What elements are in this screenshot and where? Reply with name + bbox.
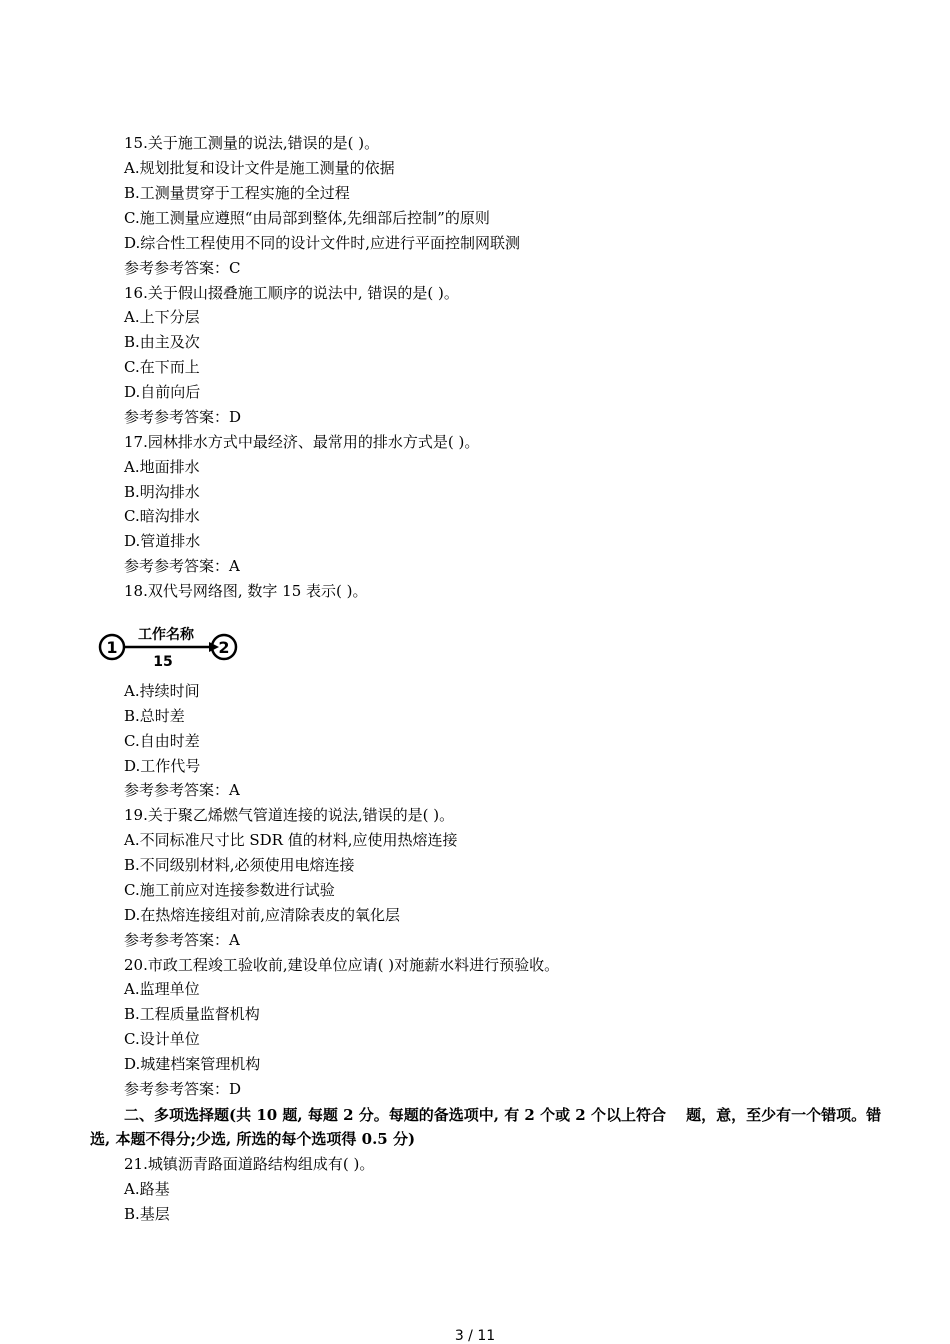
question-20-option-b: B.工程质量监督机构 (124, 1005, 260, 1023)
network-diagram (97, 622, 242, 670)
activity-duration-label: 15 (153, 654, 173, 670)
question-17-option-d: D.管道排水 (124, 532, 201, 550)
question-19-answer: 参考参考答案：A (124, 931, 240, 949)
question-21-stem: 21.城镇沥青路面道路结构组成有( )。 (124, 1155, 375, 1173)
question-16-answer: 参考参考答案：D (124, 408, 242, 426)
question-15-option-a: A.规划批复和设计文件是施工测量的依据 (124, 159, 395, 177)
question-20-answer: 参考参考答案：D (124, 1080, 242, 1098)
question-16-option-b: B.由主及次 (124, 333, 200, 351)
question-19-option-d: D.在热熔连接组对前,应清除表皮的氧化层 (124, 906, 401, 924)
question-18-option-d: D.工作代号 (124, 757, 201, 775)
question-17-option-a: A.地面排水 (124, 458, 200, 476)
start-node-label: 1 (106, 638, 118, 657)
question-16-option-a: A.上下分层 (124, 308, 200, 326)
question-21-option-b: B.基层 (124, 1205, 170, 1223)
question-16-option-d: D.自前向后 (124, 383, 201, 401)
section-heading-multiple-choice: 二、多项选择题(共 10 题, 每题 2 分。每题的备选项中, 有 2 个或 2 个以上符合 题，意，至少有一个错项。错选, 本题不得分;少选, 所选的每个选项得 0.5 分) (90, 1106, 882, 1148)
end-node-label: 2 (218, 638, 230, 657)
question-20-option-d: D.城建档案管理机构 (124, 1055, 261, 1073)
question-20-option-a: A.监理单位 (124, 980, 200, 998)
question-15-option-d: D.综合性工程使用不同的设计文件时,应进行平面控制网联测 (124, 234, 521, 252)
question-21-option-a: A.路基 (124, 1180, 170, 1198)
question-18-stem: 18.双代号网络图, 数字 15 表示( )。 (124, 582, 368, 600)
page-number: 3 / 11 (454, 1328, 496, 1344)
question-19-option-c: C.施工前应对连接参数进行试验 (124, 881, 335, 899)
question-16-stem: 16.关于假山掇叠施工顺序的说法中, 错误的是( )。 (124, 284, 459, 302)
question-19-stem: 19.关于聚乙烯燃气管道连接的说法,错误的是( )。 (124, 806, 455, 824)
question-19-option-b: B.不同级别材料,必须使用电熔连接 (124, 856, 355, 874)
question-20-stem: 20.市政工程竣工验收前,建设单位应请( )对施薪水料进行预验收。 (124, 956, 560, 974)
question-18-option-a: A.持续时间 (124, 682, 200, 700)
question-17-stem: 17.园林排水方式中最经济、最常用的排水方式是( )。 (124, 433, 480, 451)
question-17-option-c: C.暗沟排水 (124, 507, 200, 525)
activity-name-label: 工作名称 (138, 627, 194, 643)
question-18-option-b: B.总时差 (124, 707, 185, 725)
question-15-option-c: C.施工测量应遵照“由局部到整体,先细部后控制”的原则 (124, 209, 490, 227)
question-19-option-a: A.不同标准尺寸比 SDR 值的材料,应使用热熔连接 (124, 831, 458, 849)
question-16-option-c: C.在下而上 (124, 358, 200, 376)
question-17-answer: 参考参考答案：A (124, 557, 240, 575)
question-17-option-b: B.明沟排水 (124, 483, 200, 501)
question-18-option-c: C.自由时差 (124, 732, 200, 750)
question-15-answer: 参考参考答案：C (124, 259, 241, 277)
question-18-answer: 参考参考答案：A (124, 781, 240, 799)
question-20-option-c: C.设计单位 (124, 1030, 200, 1048)
question-15-stem: 15.关于施工测量的说法,错误的是( )。 (124, 134, 380, 152)
question-15-option-b: B.工测量贯穿于工程实施的全过程 (124, 184, 350, 202)
